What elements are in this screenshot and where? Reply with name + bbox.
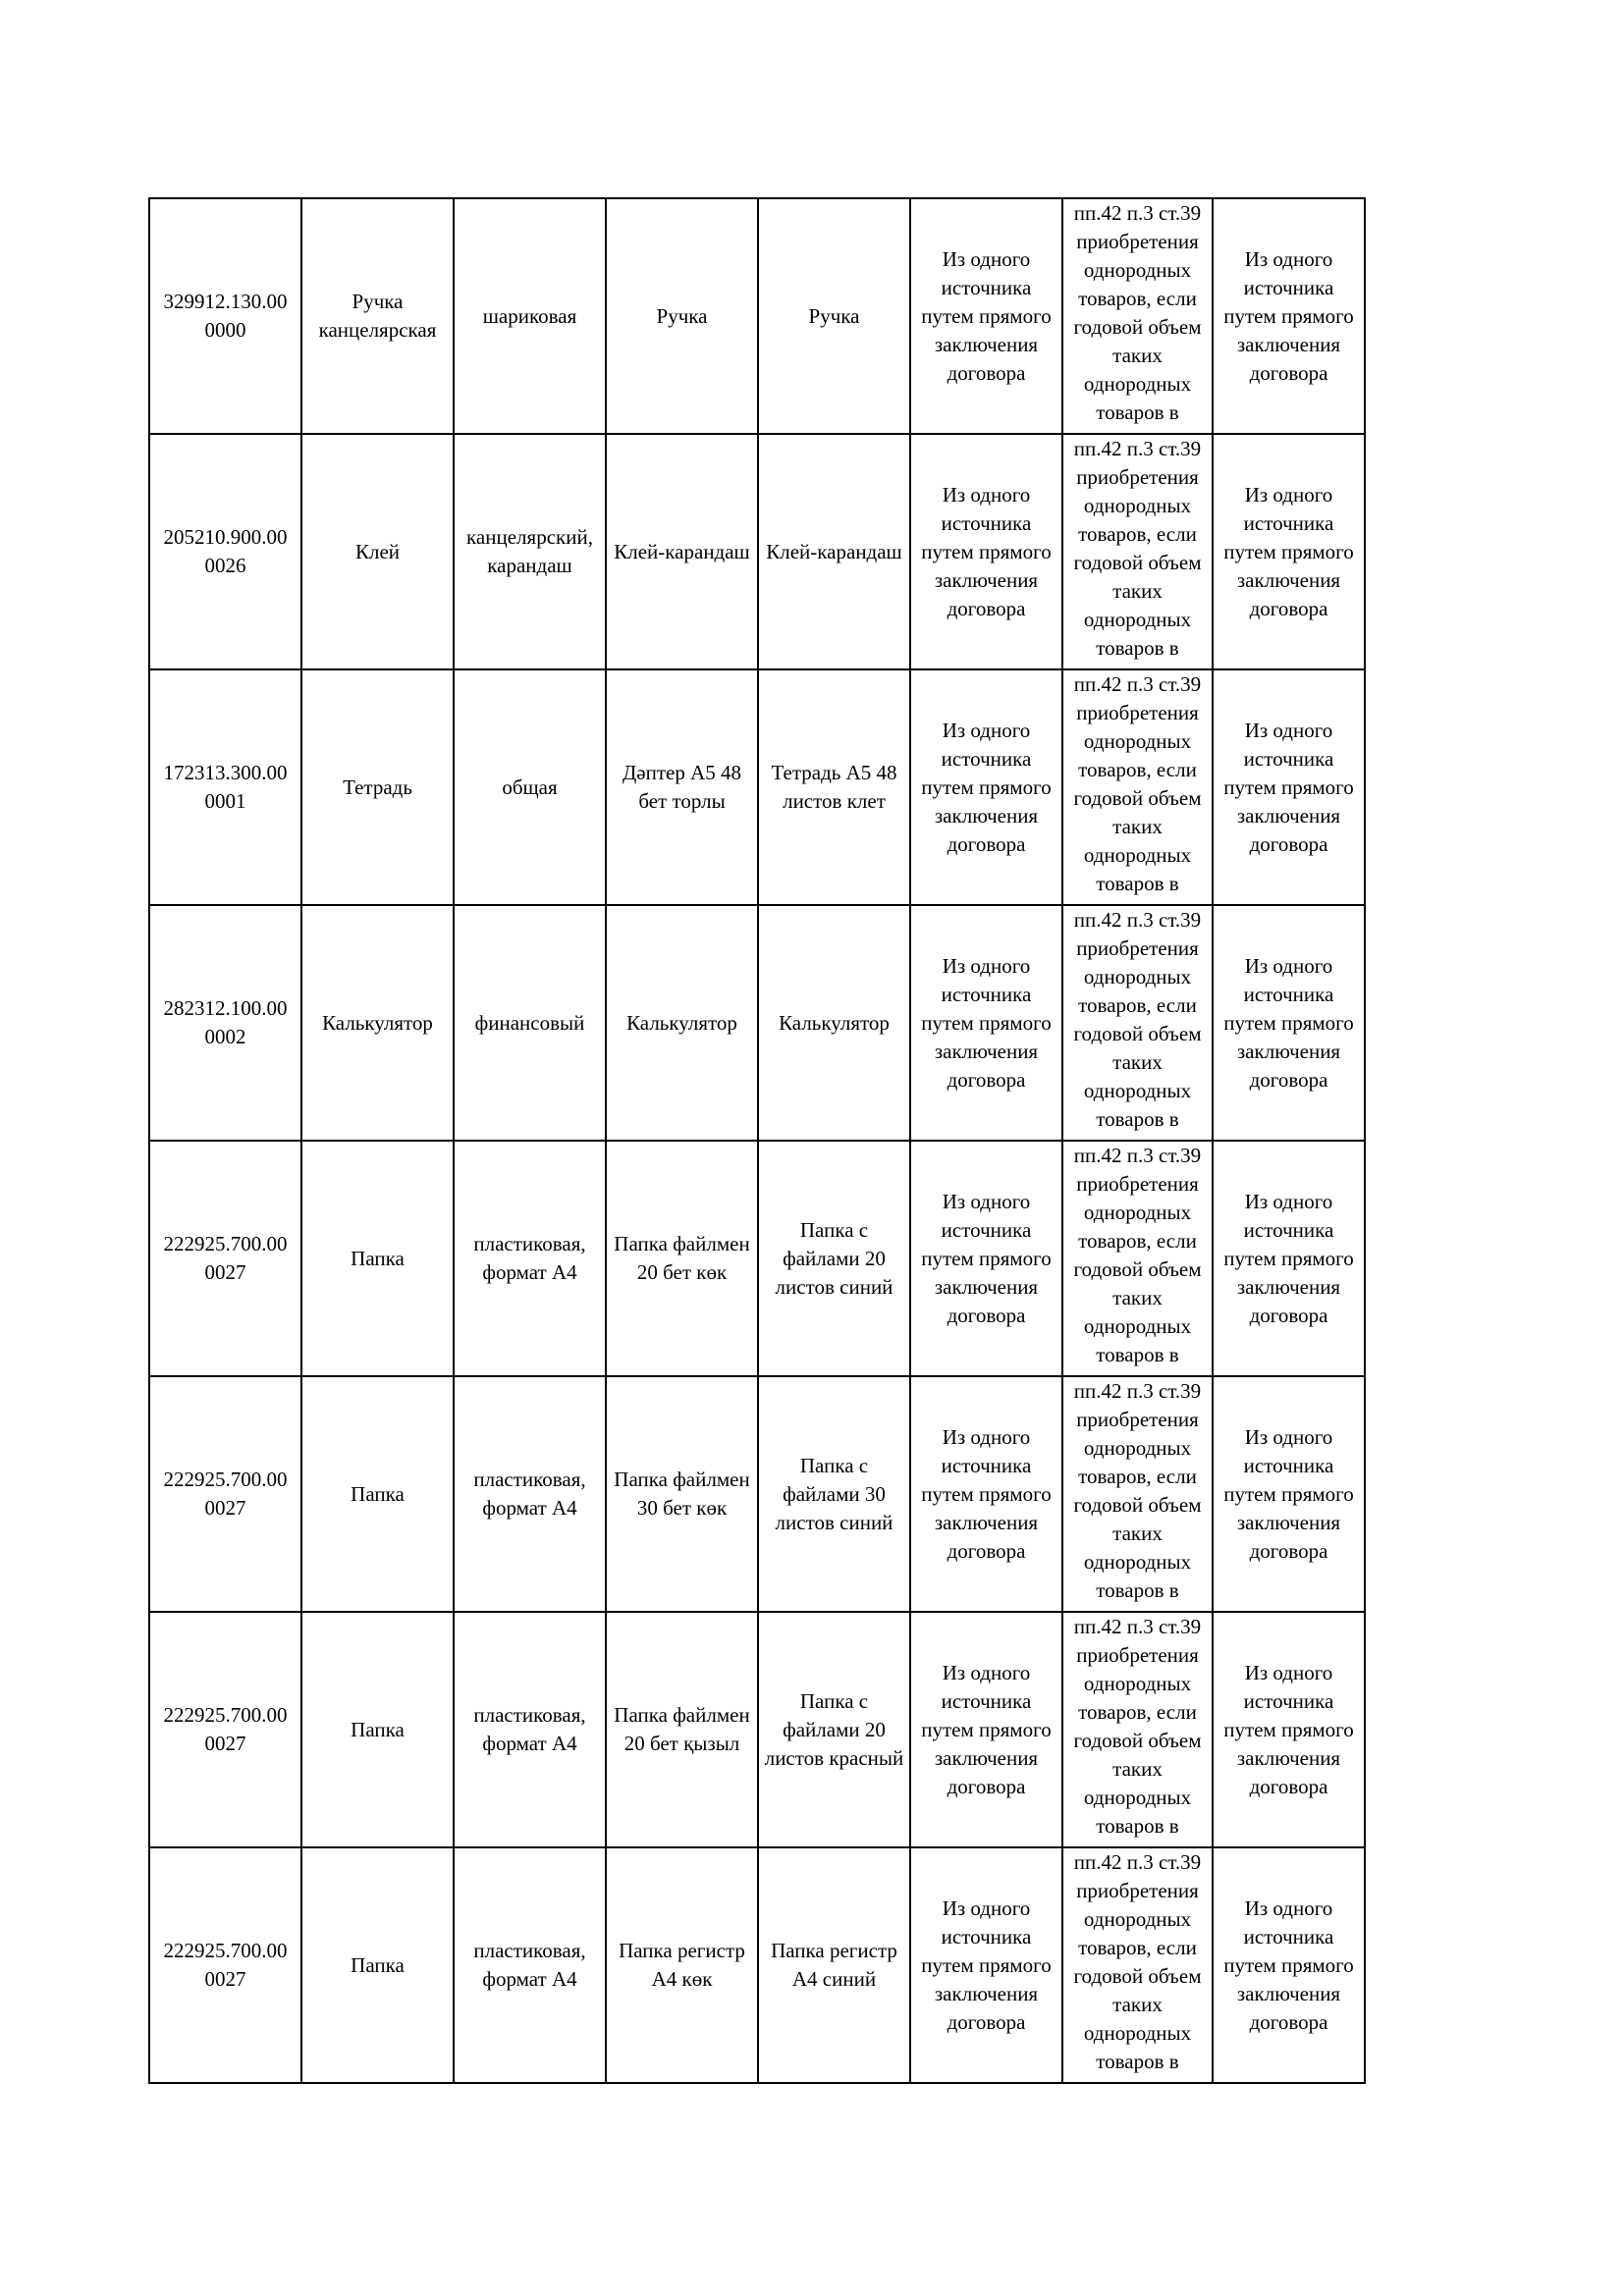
procurement-method-cell: Из одного источника путем прямого заключения договора bbox=[910, 198, 1062, 434]
procurement-method-cell: Из одного источника путем прямого заключения договора bbox=[910, 434, 1062, 669]
procurement-method-cell: Из одного источника путем прямого заключения договора bbox=[910, 1141, 1062, 1376]
item-name-cell: Тетрадь bbox=[301, 669, 454, 905]
table-row bbox=[149, 1847, 1365, 2083]
procurement-method-cell: Из одного источника путем прямого заключения договора bbox=[910, 1376, 1062, 1612]
legal-basis-cell: пп.42 п.3 ст.39 приобретения однородных товаров, если годовой объем таких однородных товаров в bbox=[1062, 669, 1213, 905]
item-code-cell: 222925.700.00 0027 bbox=[149, 1612, 301, 1847]
item-name-cell: Папка bbox=[301, 1847, 454, 2083]
item-code-cell: 282312.100.00 0002 bbox=[149, 905, 301, 1141]
table-row bbox=[149, 198, 1365, 434]
item-name-cell: Ручка канцелярская bbox=[301, 198, 454, 434]
legal-basis-cell: пп.42 п.3 ст.39 приобретения однородных товаров, если годовой объем таких однородных товаров в bbox=[1062, 198, 1213, 434]
procurement-method-2-cell: Из одного источника путем прямого заключения договора bbox=[1213, 669, 1365, 905]
item-desc-kz-cell: Папка файлмен 20 бет көк bbox=[606, 1141, 758, 1376]
item-desc-kz-cell: Клей-карандаш bbox=[606, 434, 758, 669]
procurement-method-2-cell: Из одного источника путем прямого заключения договора bbox=[1213, 1141, 1365, 1376]
item-spec-cell: канцелярский, карандаш bbox=[454, 434, 606, 669]
item-desc-ru-cell: Тетрадь А5 48 листов клет bbox=[758, 669, 910, 905]
item-desc-ru-cell: Папка с файлами 20 листов синий bbox=[758, 1141, 910, 1376]
item-spec-cell: пластиковая, формат А4 bbox=[454, 1847, 606, 2083]
item-code-cell: 329912.130.00 0000 bbox=[149, 198, 301, 434]
table-row bbox=[149, 669, 1365, 905]
item-spec-cell: пластиковая, формат А4 bbox=[454, 1141, 606, 1376]
item-desc-ru-cell: Папка регистр А4 синий bbox=[758, 1847, 910, 2083]
item-spec-cell: общая bbox=[454, 669, 606, 905]
table-row bbox=[149, 434, 1365, 669]
legal-basis-cell: пп.42 п.3 ст.39 приобретения однородных товаров, если годовой объем таких однородных товаров в bbox=[1062, 905, 1213, 1141]
item-spec-cell: пластиковая, формат А4 bbox=[454, 1376, 606, 1612]
item-code-cell: 222925.700.00 0027 bbox=[149, 1141, 301, 1376]
item-code-cell: 222925.700.00 0027 bbox=[149, 1376, 301, 1612]
item-code-cell: 172313.300.00 0001 bbox=[149, 669, 301, 905]
procurement-method-cell: Из одного источника путем прямого заключения договора bbox=[910, 1847, 1062, 2083]
item-name-cell: Папка bbox=[301, 1376, 454, 1612]
item-desc-ru-cell: Калькулятор bbox=[758, 905, 910, 1141]
item-name-cell: Папка bbox=[301, 1141, 454, 1376]
item-name-cell: Папка bbox=[301, 1612, 454, 1847]
procurement-method-2-cell: Из одного источника путем прямого заключения договора bbox=[1213, 434, 1365, 669]
procurement-method-2-cell: Из одного источника путем прямого заключения договора bbox=[1213, 1612, 1365, 1847]
legal-basis-cell: пп.42 п.3 ст.39 приобретения однородных товаров, если годовой объем таких однородных товаров в bbox=[1062, 1612, 1213, 1847]
item-code-cell: 222925.700.00 0027 bbox=[149, 1847, 301, 2083]
legal-basis-cell: пп.42 п.3 ст.39 приобретения однородных товаров, если годовой объем таких однородных товаров в bbox=[1062, 434, 1213, 669]
item-desc-kz-cell: Дәптер А5 48 бет торлы bbox=[606, 669, 758, 905]
table-row bbox=[149, 1141, 1365, 1376]
item-desc-ru-cell: Ручка bbox=[758, 198, 910, 434]
item-code-cell: 205210.900.00 0026 bbox=[149, 434, 301, 669]
legal-basis-cell: пп.42 п.3 ст.39 приобретения однородных товаров, если годовой объем таких однородных товаров в bbox=[1062, 1141, 1213, 1376]
item-spec-cell: финансовый bbox=[454, 905, 606, 1141]
procurement-method-2-cell: Из одного источника путем прямого заключения договора bbox=[1213, 905, 1365, 1141]
item-desc-kz-cell: Папка регистр А4 көк bbox=[606, 1847, 758, 2083]
procurement-method-cell: Из одного источника путем прямого заключения договора bbox=[910, 1612, 1062, 1847]
procurement-method-cell: Из одного источника путем прямого заключения договора bbox=[910, 669, 1062, 905]
item-desc-ru-cell: Папка с файлами 20 листов красный bbox=[758, 1612, 910, 1847]
legal-basis-cell: пп.42 п.3 ст.39 приобретения однородных товаров, если годовой объем таких однородных товаров в bbox=[1062, 1847, 1213, 2083]
item-desc-kz-cell: Ручка bbox=[606, 198, 758, 434]
item-desc-kz-cell: Калькулятор bbox=[606, 905, 758, 1141]
procurement-method-2-cell: Из одного источника путем прямого заключения договора bbox=[1213, 1376, 1365, 1612]
procurement-table bbox=[148, 197, 1366, 2084]
item-desc-kz-cell: Папка файлмен 20 бет қызыл bbox=[606, 1612, 758, 1847]
item-name-cell: Калькулятор bbox=[301, 905, 454, 1141]
item-desc-kz-cell: Папка файлмен 30 бет көк bbox=[606, 1376, 758, 1612]
item-name-cell: Клей bbox=[301, 434, 454, 669]
item-spec-cell: шариковая bbox=[454, 198, 606, 434]
item-desc-ru-cell: Клей-карандаш bbox=[758, 434, 910, 669]
item-spec-cell: пластиковая, формат А4 bbox=[454, 1612, 606, 1847]
procurement-method-cell: Из одного источника путем прямого заключения договора bbox=[910, 905, 1062, 1141]
table-row bbox=[149, 905, 1365, 1141]
procurement-method-2-cell: Из одного источника путем прямого заключения договора bbox=[1213, 1847, 1365, 2083]
legal-basis-cell: пп.42 п.3 ст.39 приобретения однородных товаров, если годовой объем таких однородных товаров в bbox=[1062, 1376, 1213, 1612]
procurement-method-2-cell: Из одного источника путем прямого заключения договора bbox=[1213, 198, 1365, 434]
table-row bbox=[149, 1612, 1365, 1847]
item-desc-ru-cell: Папка с файлами 30 листов синий bbox=[758, 1376, 910, 1612]
table-row bbox=[149, 1376, 1365, 1612]
